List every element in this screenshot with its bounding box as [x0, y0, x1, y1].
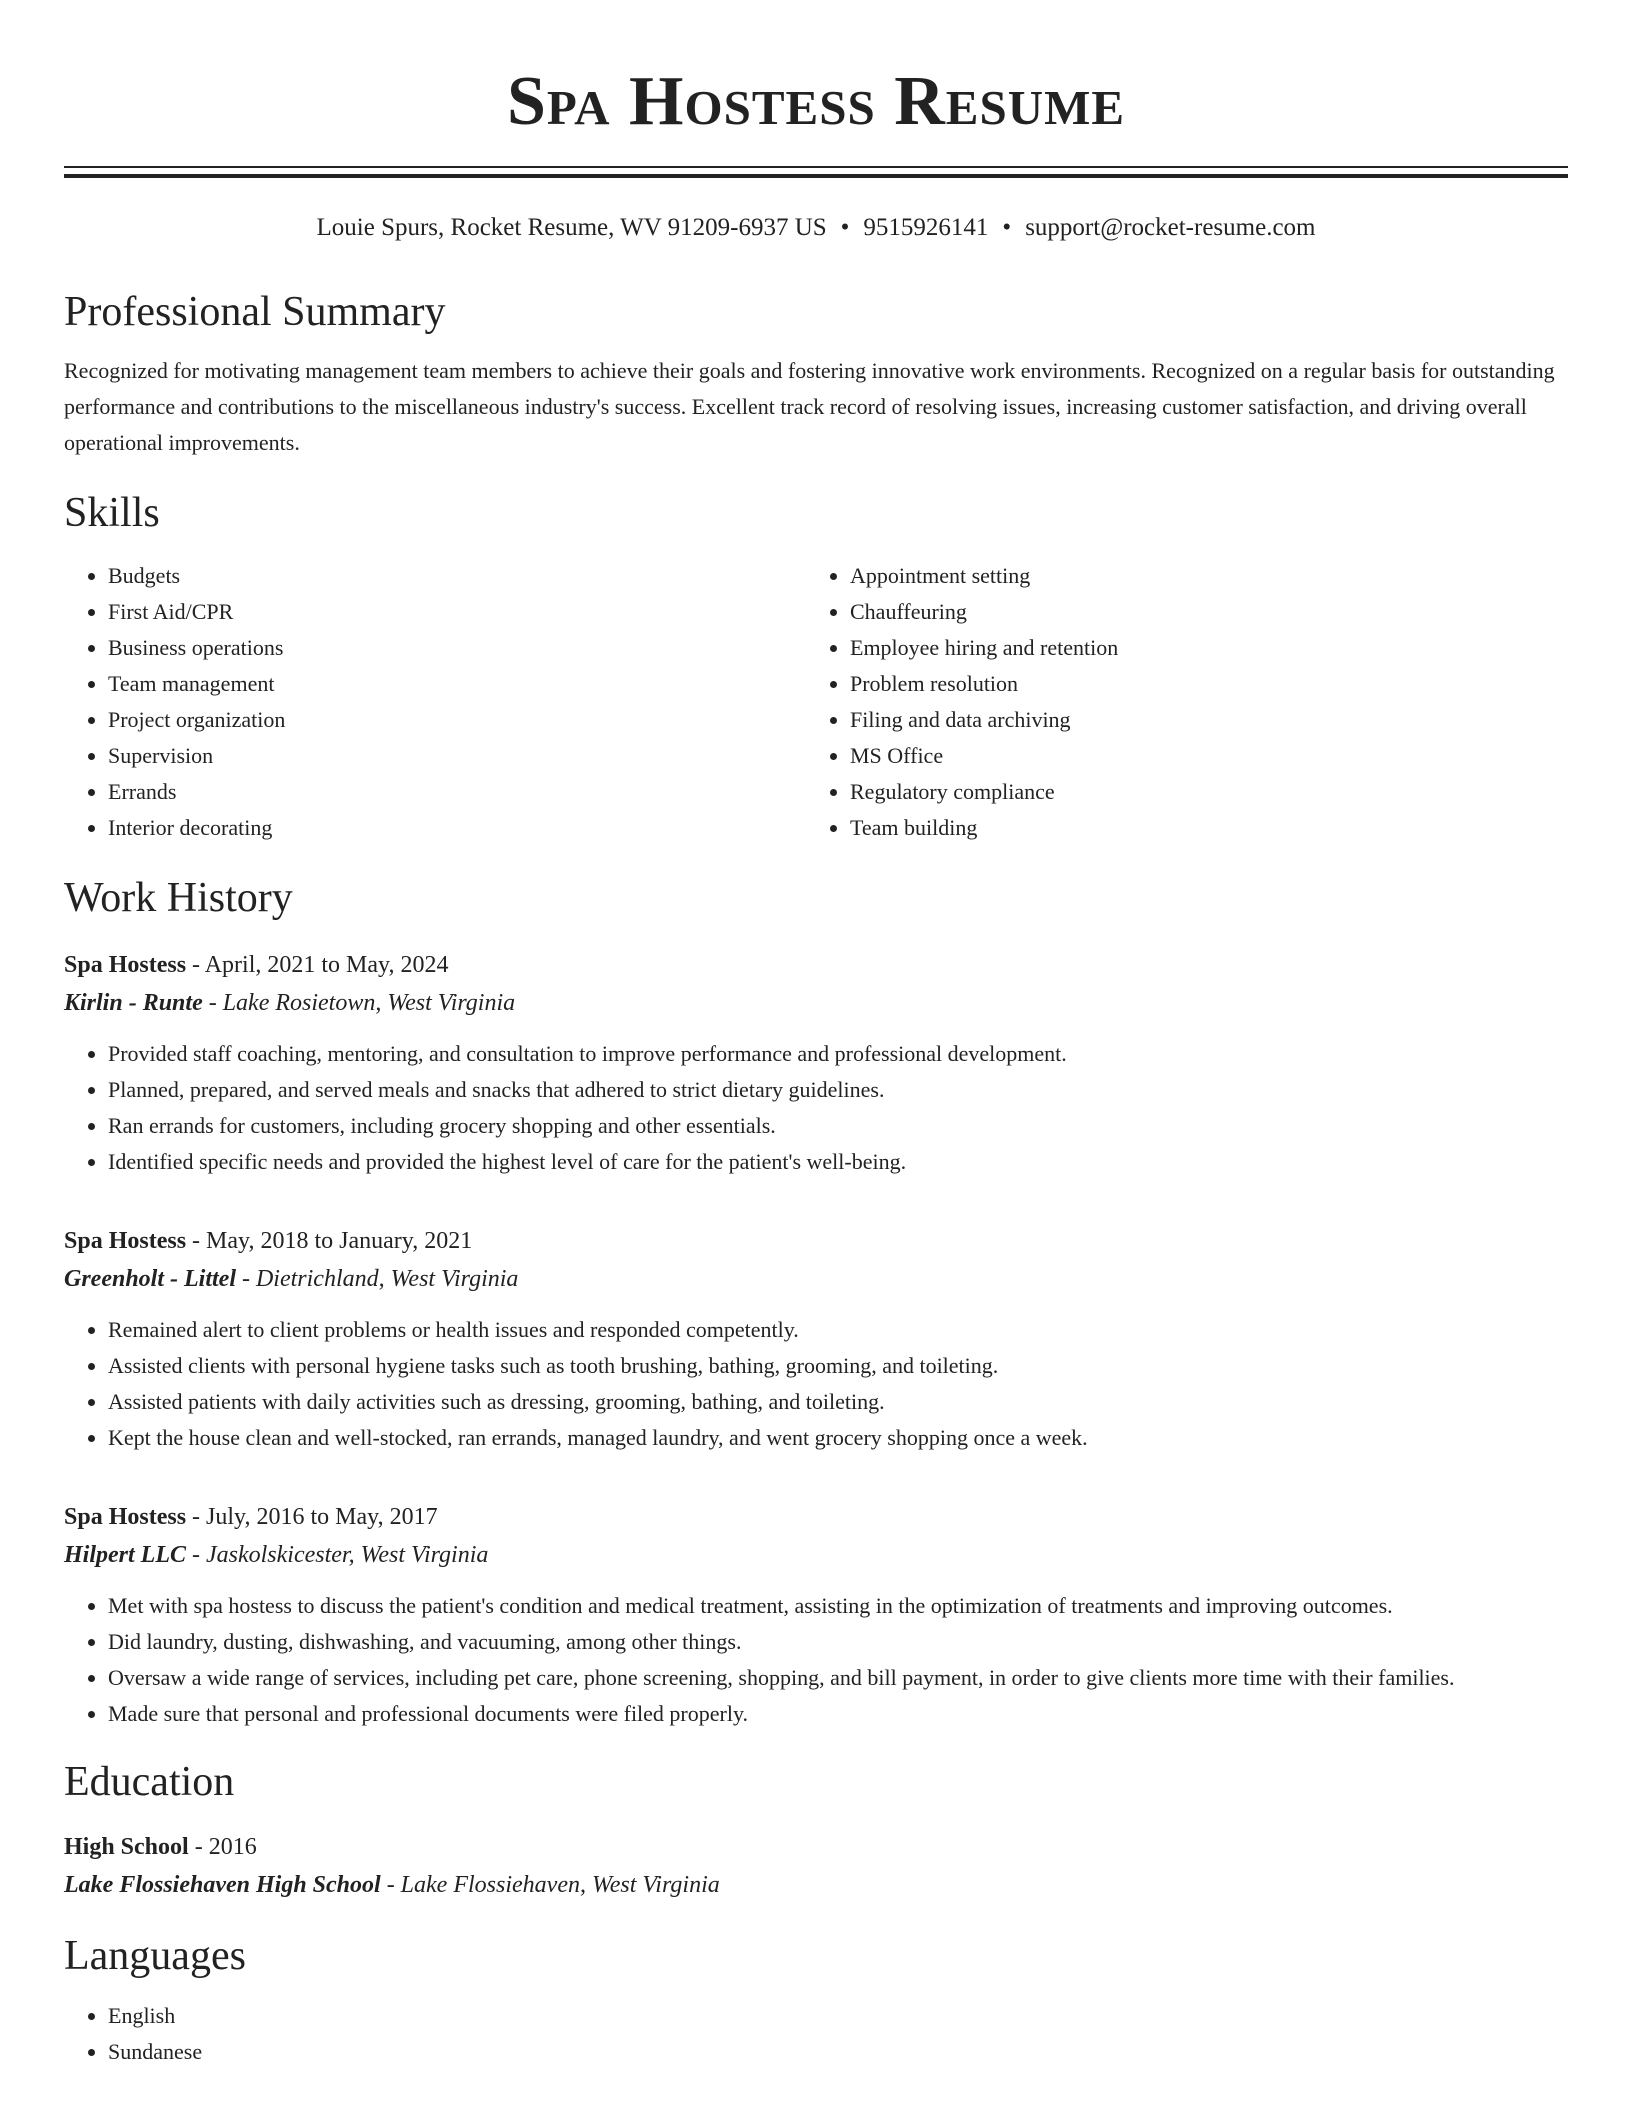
education-school: Lake Flossiehaven High School [64, 1872, 381, 1898]
job-header [64, 1222, 1568, 1260]
skill-item: • MS Office [850, 738, 1548, 774]
skill-item: • Team management [108, 666, 806, 702]
job-bullet: • Assisted clients with personal hygiene tasks such as tooth brushing, bathing, grooming, and toileting. [108, 1348, 1568, 1384]
education-heading: Education [64, 1759, 235, 1805]
skill-item: • Problem resolution [850, 666, 1548, 702]
job-bullet: • Ran errands for customers, including grocery shopping and other essentials. [108, 1108, 1568, 1144]
job-bullet: • Oversaw a wide range of services, including pet care, phone screening, shopping, and bill payment, in order to give clients more time with their families. [108, 1660, 1568, 1696]
skill-item: • Budgets [108, 558, 806, 594]
job-company-line [64, 1536, 1568, 1574]
resume-page [64, 0, 1568, 2070]
education-year: - 2016 [188, 1834, 257, 1860]
work-history-heading: Work History [64, 875, 293, 921]
skill-item: • Filing and data archiving [850, 702, 1548, 738]
job-bullets [64, 1036, 1568, 1180]
job-header [64, 946, 1568, 984]
job-bullet: • Kept the house clean and well-stocked, ran errands, managed laundry, and went grocery shopping once a week. [108, 1420, 1568, 1456]
job-company: Hilpert LLC [64, 1542, 186, 1568]
contact-line [64, 212, 1568, 244]
job-location: - Dietrichland, West Virginia [235, 1266, 519, 1292]
job-bullet: • Met with spa hostess to discuss the patient's condition and medical treatment, assisting in the optimization of treatments and improving outcomes. [108, 1588, 1568, 1624]
job-bullet: • Assisted patients with daily activities such as dressing, grooming, bathing, and toileting. [108, 1384, 1568, 1420]
skill-item: • Regulatory compliance [850, 774, 1548, 810]
job-title: Spa Hostess [64, 1228, 187, 1254]
skill-item: • Errands [108, 774, 806, 810]
education-header [64, 1828, 1568, 1866]
skills-list-right [806, 558, 1548, 846]
job-bullet: • Remained alert to client problems or health issues and responded competently. [108, 1312, 1568, 1348]
job-company: Kirlin - Runte [64, 990, 203, 1016]
job-company: Greenholt - Littel [64, 1266, 236, 1292]
contact-separator: • [1002, 214, 1012, 241]
job-bullet: • Provided staff coaching, mentoring, and consultation to improve performance and professional development. [108, 1036, 1568, 1072]
skill-item: • Supervision [108, 738, 806, 774]
languages-heading: Languages [64, 1933, 246, 1979]
skill-item: • Business operations [108, 630, 806, 666]
summary-text: Recognized for motivating management team members to achieve their goals and fostering innovative work environments. Recognized on a regular basis for outstanding performance and contributions to the miscellaneous industry's success. Excellent track record of resolving issues, increasing customer satisfaction, and driving overall operational improvements. [64, 358, 1555, 455]
languages-section [64, 1998, 1568, 2070]
title-rule-thin [64, 166, 1568, 168]
job-company-line [64, 984, 1568, 1022]
summary-heading: Professional Summary [64, 289, 446, 335]
job-title: Spa Hostess [64, 952, 187, 978]
job-title: Spa Hostess [64, 1504, 187, 1530]
contact-separator: • [840, 214, 850, 241]
title-rule-thick [64, 174, 1568, 178]
job-bullet: • Planned, prepared, and served meals and snacks that adhered to strict dietary guidelines. [108, 1072, 1568, 1108]
skill-item: • First Aid/CPR [108, 594, 806, 630]
job-bullets [64, 1312, 1568, 1456]
skill-item: • Chauffeuring [850, 594, 1548, 630]
education-entry [64, 1828, 1568, 1904]
job-location: - Lake Rosietown, West Virginia [202, 990, 516, 1016]
job-dates: - May, 2018 to January, 2021 [186, 1228, 473, 1254]
contact-address: Louie Spurs, Rocket Resume, WV 91209-6937 US [316, 214, 827, 241]
job-entry [64, 1498, 1568, 1732]
skill-item: • Interior decorating [108, 810, 806, 846]
language-item: • Sundanese [108, 2034, 1568, 2070]
education-location: - Lake Flossiehaven, West Virginia [380, 1872, 720, 1898]
job-entry [64, 946, 1568, 1180]
job-company-line [64, 1260, 1568, 1298]
skill-item: • Team building [850, 810, 1548, 846]
skill-item: • Employee hiring and retention [850, 630, 1548, 666]
skill-item: • Appointment setting [850, 558, 1548, 594]
resume-title: Spa Hostess Resume [506, 63, 1126, 140]
contact-phone: 9515926141 [863, 214, 989, 241]
job-location: - Jaskolskicester, West Virginia [186, 1542, 489, 1568]
skills-columns [64, 558, 1568, 846]
job-bullet: • Identified specific needs and provided the highest level of care for the patient's well-being. [108, 1144, 1568, 1180]
education-degree: High School [64, 1834, 189, 1860]
job-header [64, 1498, 1568, 1536]
job-entry [64, 1222, 1568, 1456]
skills-heading: Skills [64, 490, 160, 536]
education-school-line [64, 1866, 1568, 1904]
language-item: • English [108, 1998, 1568, 2034]
job-bullet: • Did laundry, dusting, dishwashing, and vacuuming, among other things. [108, 1624, 1568, 1660]
job-bullet: • Made sure that personal and professional documents were filed properly. [108, 1696, 1568, 1732]
languages-list [64, 1998, 1568, 2070]
job-dates: - July, 2016 to May, 2017 [186, 1504, 438, 1530]
contact-email: support@rocket-resume.com [1025, 214, 1316, 241]
job-dates: - April, 2021 to May, 2024 [186, 952, 449, 978]
job-bullets [64, 1588, 1568, 1732]
skills-list-left [64, 558, 806, 846]
skill-item: • Project organization [108, 702, 806, 738]
